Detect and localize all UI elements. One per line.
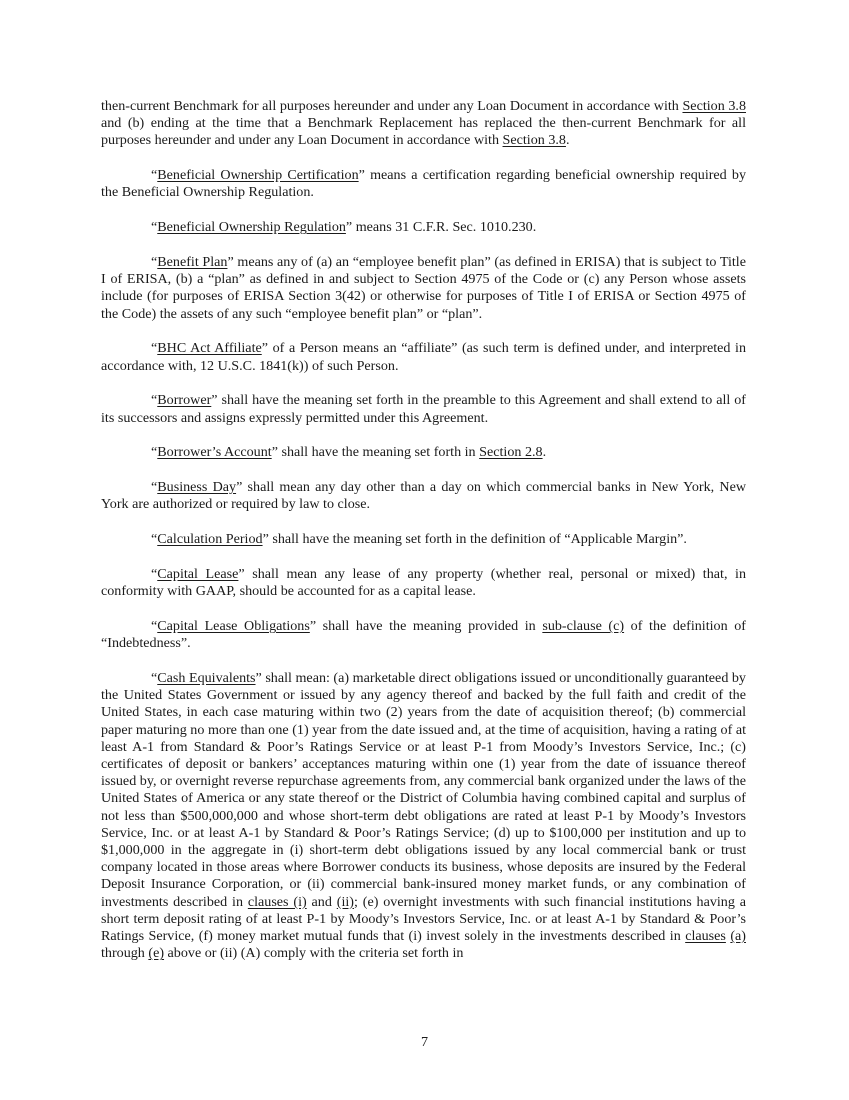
cross-reference-link: clauses	[685, 928, 726, 945]
cross-reference-link: Section 2.8	[479, 444, 543, 461]
definition-beneficial-ownership-certification: “Beneficial Ownership Certification” means a certification regarding beneficial ownership required by the Beneficial Ownership Regulation.	[101, 167, 747, 201]
defined-term: BHC Act Affiliate	[157, 340, 262, 357]
cross-reference-link: Section 3.8	[682, 98, 746, 114]
definition-beneficial-ownership-regulation: “Beneficial Ownership Regulation” means 31 C.F.R. Sec. 1010.230.	[151, 219, 537, 236]
defined-term: Beneficial Ownership Regulation	[157, 219, 346, 236]
cross-reference-link: clauses (i)	[247, 893, 307, 910]
definition-borrowers-account: “Borrower’s Account” shall have the meaning set forth in Section 2.8.	[151, 444, 547, 461]
defined-term: Beneficial Ownership Certification	[157, 167, 359, 184]
cross-reference-link: sub-clause (c)	[542, 618, 625, 634]
defined-term: Benefit Plan	[157, 254, 228, 270]
defined-term: Capital Lease	[157, 566, 239, 582]
definition-cash-equivalents: “Cash Equivalents” shall mean: (a) marketable direct obligations issued or unconditionally guaranteed by the United States Government or issued by any agency thereof and backed by the full faith and credit of the United States, in each case maturing within two (2) years from the date of acquisition thereof; (b) commercial paper maturing no more than one (1) year from the date issued and, at the time of acquisition, having a rating of at least A-1 from Standard & Poor’s Ratings Service or at least P-1 from Moody’s Investors Service, Inc.; (c) certificates of deposit or bankers’ acceptances maturing within one (1) year from the date of issuance thereof issued by, or overnight reverse repurchase agreements from, any commercial bank organized under the laws of the United States of America or any state thereof or the District of Columbia having combined capital and surplus of not less than $500,000,000 and whose short-term debt obligations are rated at least P-1 by Moody’s Investors Service, Inc. or at least A-1 by Standard & Poor’s Ratings Service; (d) up to $100,000 per institution and up to $1,000,000 in the aggregate in (i) short-term debt obligations issued by any local commercial bank or trust company located in those areas where Borrower conducts its business, whose deposits are insured by the Federal Deposit Insurance Corporation, or (ii) commercial bank-insured money market funds, or any combination of investments described in clauses (i) and (ii); (e) overnight investments with such financial institutions having a short term deposit rating of at least P-1 by Moody’s Investors Service, Inc. or at least A-1 by Standard & Poor’s Ratings Service, (f) money market mutual funds that (i) invest solely in the investments described in clauses (a) through (e) above or (ii) (A) comply with the criteria set forth in	[101, 670, 746, 962]
definition-calculation-period: “Calculation Period” shall have the meaning set forth in the definition of “Applicable Margin”.	[151, 531, 687, 548]
cross-reference-link: (a)	[730, 928, 746, 945]
defined-term: Borrower’s Account	[157, 444, 272, 461]
defined-term: Borrower	[157, 392, 212, 409]
definition-benefit-plan: “Benefit Plan” means any of (a) an “employee benefit plan” (as defined in ERISA) that is subject to Title I of ERISA, (b) a “plan” as defined in and subject to Section 4975 of the Code or (c) any Person whose assets include (for purposes of ERISA Section 3(42) or otherwise for purposes of Title I of ERISA or Section 4975 of the Code) the assets of any such “employee benefit plan” or “plan”.	[101, 254, 746, 322]
definition-capital-lease: “Capital Lease” shall mean any lease of any property (whether real, personal or mixed) that, in conformity with GAAP, should be accounted for as a capital lease.	[101, 566, 747, 600]
defined-term: Business Day	[157, 479, 237, 496]
cross-reference-link: (e)	[148, 945, 165, 962]
cross-reference-link: Section 3.8	[502, 132, 566, 149]
definition-business-day: “Business Day” shall mean any day other than a day on which commercial banks in New York, New York are authorized or required by law to close.	[101, 479, 747, 513]
cross-reference-link: (ii)	[336, 893, 354, 910]
definition-borrower: “Borrower” shall have the meaning set forth in the preamble to this Agreement and shall extend to all of its successors and assigns expressly permitted under this Agreement.	[101, 392, 746, 426]
page-number: 7	[420, 1034, 429, 1050]
defined-term: Cash Equivalents	[157, 670, 256, 686]
defined-term: Calculation Period	[157, 531, 263, 548]
intro-paragraph: then-current Benchmark for all purposes hereunder and under any Loan Document in accordance with Section 3.8 and (b) ending at the time that a Benchmark Replacement has replaced the then-current Benchmark for all purposes hereunder and under any Loan Document in accordance with Section 3.8.	[101, 98, 746, 149]
definition-capital-lease-obligations: “Capital Lease Obligations” shall have the meaning provided in sub-clause (c) of the definition of “Indebtedness”.	[101, 618, 746, 652]
definition-bhc-act-affiliate: “BHC Act Affiliate” of a Person means an “affiliate” (as such term is defined under, and interpreted in accordance with, 12 U.S.C. 1841(k)) of such Person.	[101, 340, 746, 374]
document-body	[101, 98, 746, 980]
defined-term: Capital Lease Obligations	[157, 618, 310, 634]
